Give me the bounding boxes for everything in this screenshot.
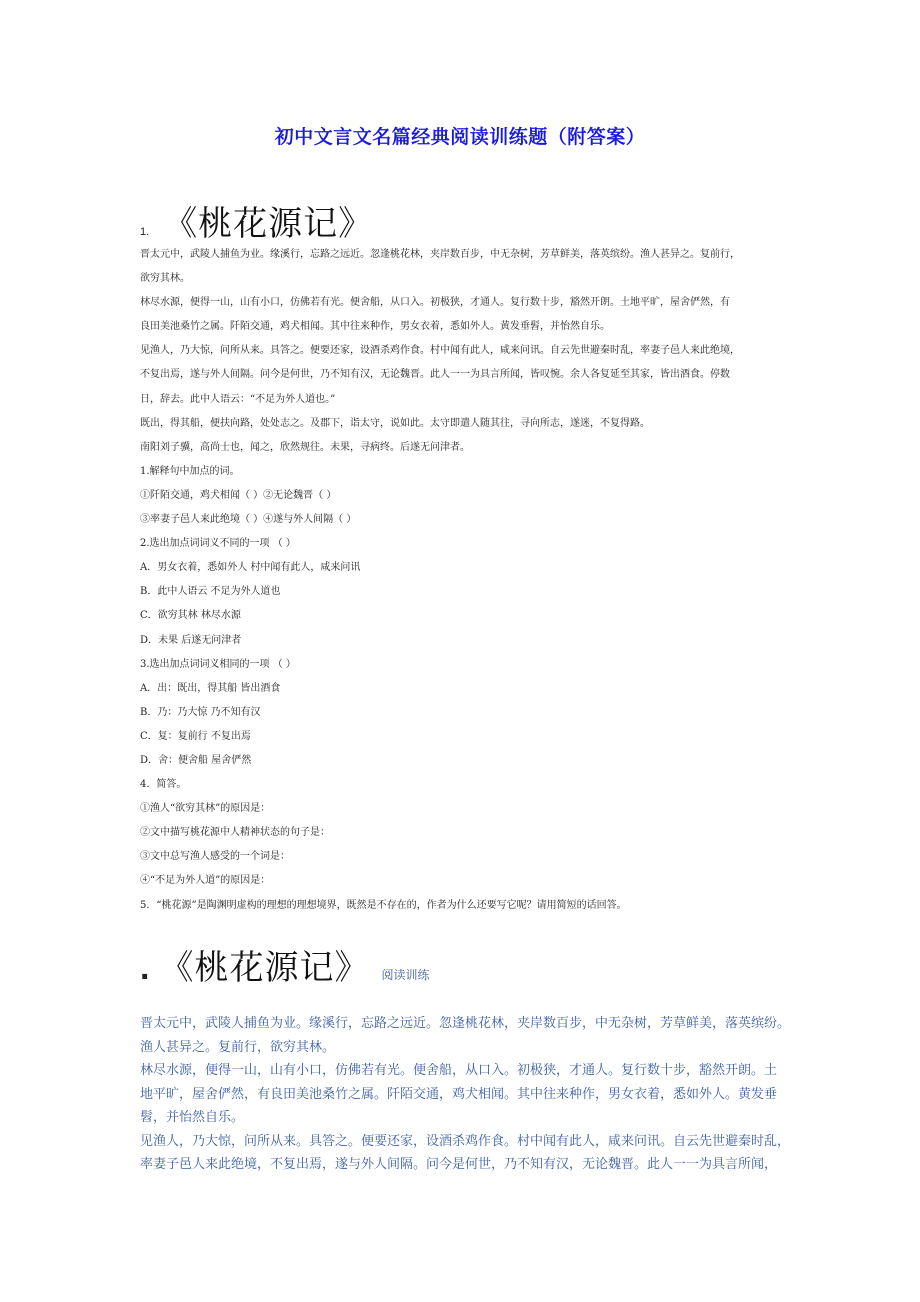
text-line: 良田美池桑竹之属。阡陌交通，鸡犬相闻。其中往来种作，男女衣着，悉如外人。黄发垂髫，并怡然自乐。 bbox=[140, 321, 610, 333]
question-line: ①渔人“欲穷其林”的原因是： bbox=[140, 803, 271, 815]
question-line: ①阡陌交通，鸡犬相闻（ ）②无论魏晋（ ） bbox=[140, 489, 337, 501]
option-line: B．此中人语云 不足为外人道也 bbox=[140, 586, 281, 598]
text-line: 晋太元中，武陵人捕鱼为业。缘溪行，忘路之远近。忽逢桃花林，夹岸数百步，中无杂树，芳草鲜美，落英缤纷。渔人甚异之。复前行， bbox=[140, 249, 740, 260]
text-line: 髫，并怡然自乐。 bbox=[140, 1110, 245, 1125]
option-line: D．未果 后遂无问津者 bbox=[140, 634, 242, 646]
section2-title: 《桃花源记》 bbox=[159, 948, 370, 988]
text-line: 见渔人，乃大惊，问所从来。具答之。便要还家，设酒杀鸡作食。村中闻有此人，咸来问讯。自云先世避秦时乱， bbox=[140, 1133, 791, 1149]
text-line: 欲穷其林。 bbox=[140, 273, 190, 285]
text-line: 地平旷，屋舍俨然，有良田美池桑竹之属。阡陌交通，鸡犬相闻。其中往来种作，男女衣着，悉如外人。黄发垂 bbox=[140, 1086, 778, 1102]
text-line: 日，辞去。此中人语云：“不足为外人道也。” bbox=[140, 393, 336, 405]
text-line: 林尽水源，便得一山，山有小口，仿佛若有光。便舍船，从口入。初极狭，才通人。复行数十步，豁然开朗。土 bbox=[140, 1063, 778, 1078]
question-line: 2.选出加点词词义不同的一项 （ ） bbox=[140, 538, 296, 550]
text-line: 不复出焉，遂与外人间隔。问今是何世，乃不知有汉，无论魏晋。此人一一为具言所闻，皆叹惋。余人各复延至其家，皆出酒食。停数 bbox=[140, 369, 730, 381]
question-line: ②文中描写桃花源中人精神状态的句子是： bbox=[140, 827, 330, 839]
text-line: 南阳刘子骥，高尚士也，闻之，欣然规往。未果，寻病终。后遂无问津者。 bbox=[140, 441, 470, 453]
text-line: 既出，得其船，便扶向路，处处志之。及郡下，诣太守，说如此。太守即遣人随其往，寻向所志，遂迷，不复得路。 bbox=[140, 417, 650, 429]
question-line: 4．简答。 bbox=[140, 779, 187, 791]
section2-subtitle: 阅读训练 bbox=[381, 968, 430, 982]
option-line: C．欲穷其林 林尽水源 bbox=[140, 610, 241, 622]
section2-body bbox=[140, 1012, 790, 1177]
option-line: D．舍：便舍船 屋舍俨然 bbox=[140, 754, 252, 766]
text-line: 率妻子邑人来此绝境，不复出焉，遂与外人间隔。问今是何世，乃不知有汉，无论魏晋。此人一一为具言所闻， bbox=[140, 1157, 778, 1172]
text-line: 晋太元中，武陵人捕鱼为业。缘溪行，忘路之远近。忽逢桃花林，夹岸数百步，中无杂树，芳草鲜美，落英缤纷。 bbox=[140, 1016, 791, 1031]
question-line: 5．“桃花源”是陶渊明虚构的理想的理想境界，既然是不存在的，作者为什么还要写它呢？请用简短的话回答。 bbox=[140, 899, 627, 911]
section2-number: . bbox=[140, 949, 150, 987]
section1-title: 《桃花源记》 bbox=[163, 204, 374, 244]
text-line: 林尽水源，便得一山，山有小口，仿佛若有光。便舍船，从口入。初极狭，才通人。复行数十步，豁然开朗。土地平旷，屋舍俨然，有 bbox=[140, 297, 730, 309]
text-line: 见渔人，乃大惊，问所从来。具答之。便要还家，设酒杀鸡作食。村中闻有此人，咸来问讯。自云先世避秦时乱，率妻子邑人来此绝境， bbox=[140, 345, 740, 357]
question-line: ④“不足为外人道”的原因是： bbox=[140, 875, 271, 887]
question-line: 3.选出加点词词义相同的一项 （ ） bbox=[140, 658, 296, 670]
section1-heading bbox=[140, 196, 373, 245]
option-line: A．男女衣着，悉如外人 村中闻有此人，咸来问讯 bbox=[140, 562, 361, 574]
text-line: 渔人甚异之。复前行，欲穷其林。 bbox=[140, 1039, 336, 1055]
section2-heading bbox=[140, 940, 429, 989]
question-line: ③率妻子邑人来此绝境（ ）④遂与外人间隔（ ） bbox=[140, 514, 357, 526]
section1-number: 1. bbox=[140, 226, 150, 238]
option-line: A．出：既出，得其船 皆出酒食 bbox=[140, 682, 281, 694]
option-line: B．乃：乃大惊 乃不知有汉 bbox=[140, 706, 261, 718]
option-line: C．复：复前行 不复出焉 bbox=[140, 730, 251, 742]
question-line: 1.解释句中加点的词。 bbox=[140, 465, 240, 477]
section1-body bbox=[140, 243, 790, 918]
document-title: 初中文言文名篇经典阅读训练题（附答案） bbox=[274, 126, 646, 148]
question-line: ③文中总写渔人感受的一个词是： bbox=[140, 851, 290, 863]
